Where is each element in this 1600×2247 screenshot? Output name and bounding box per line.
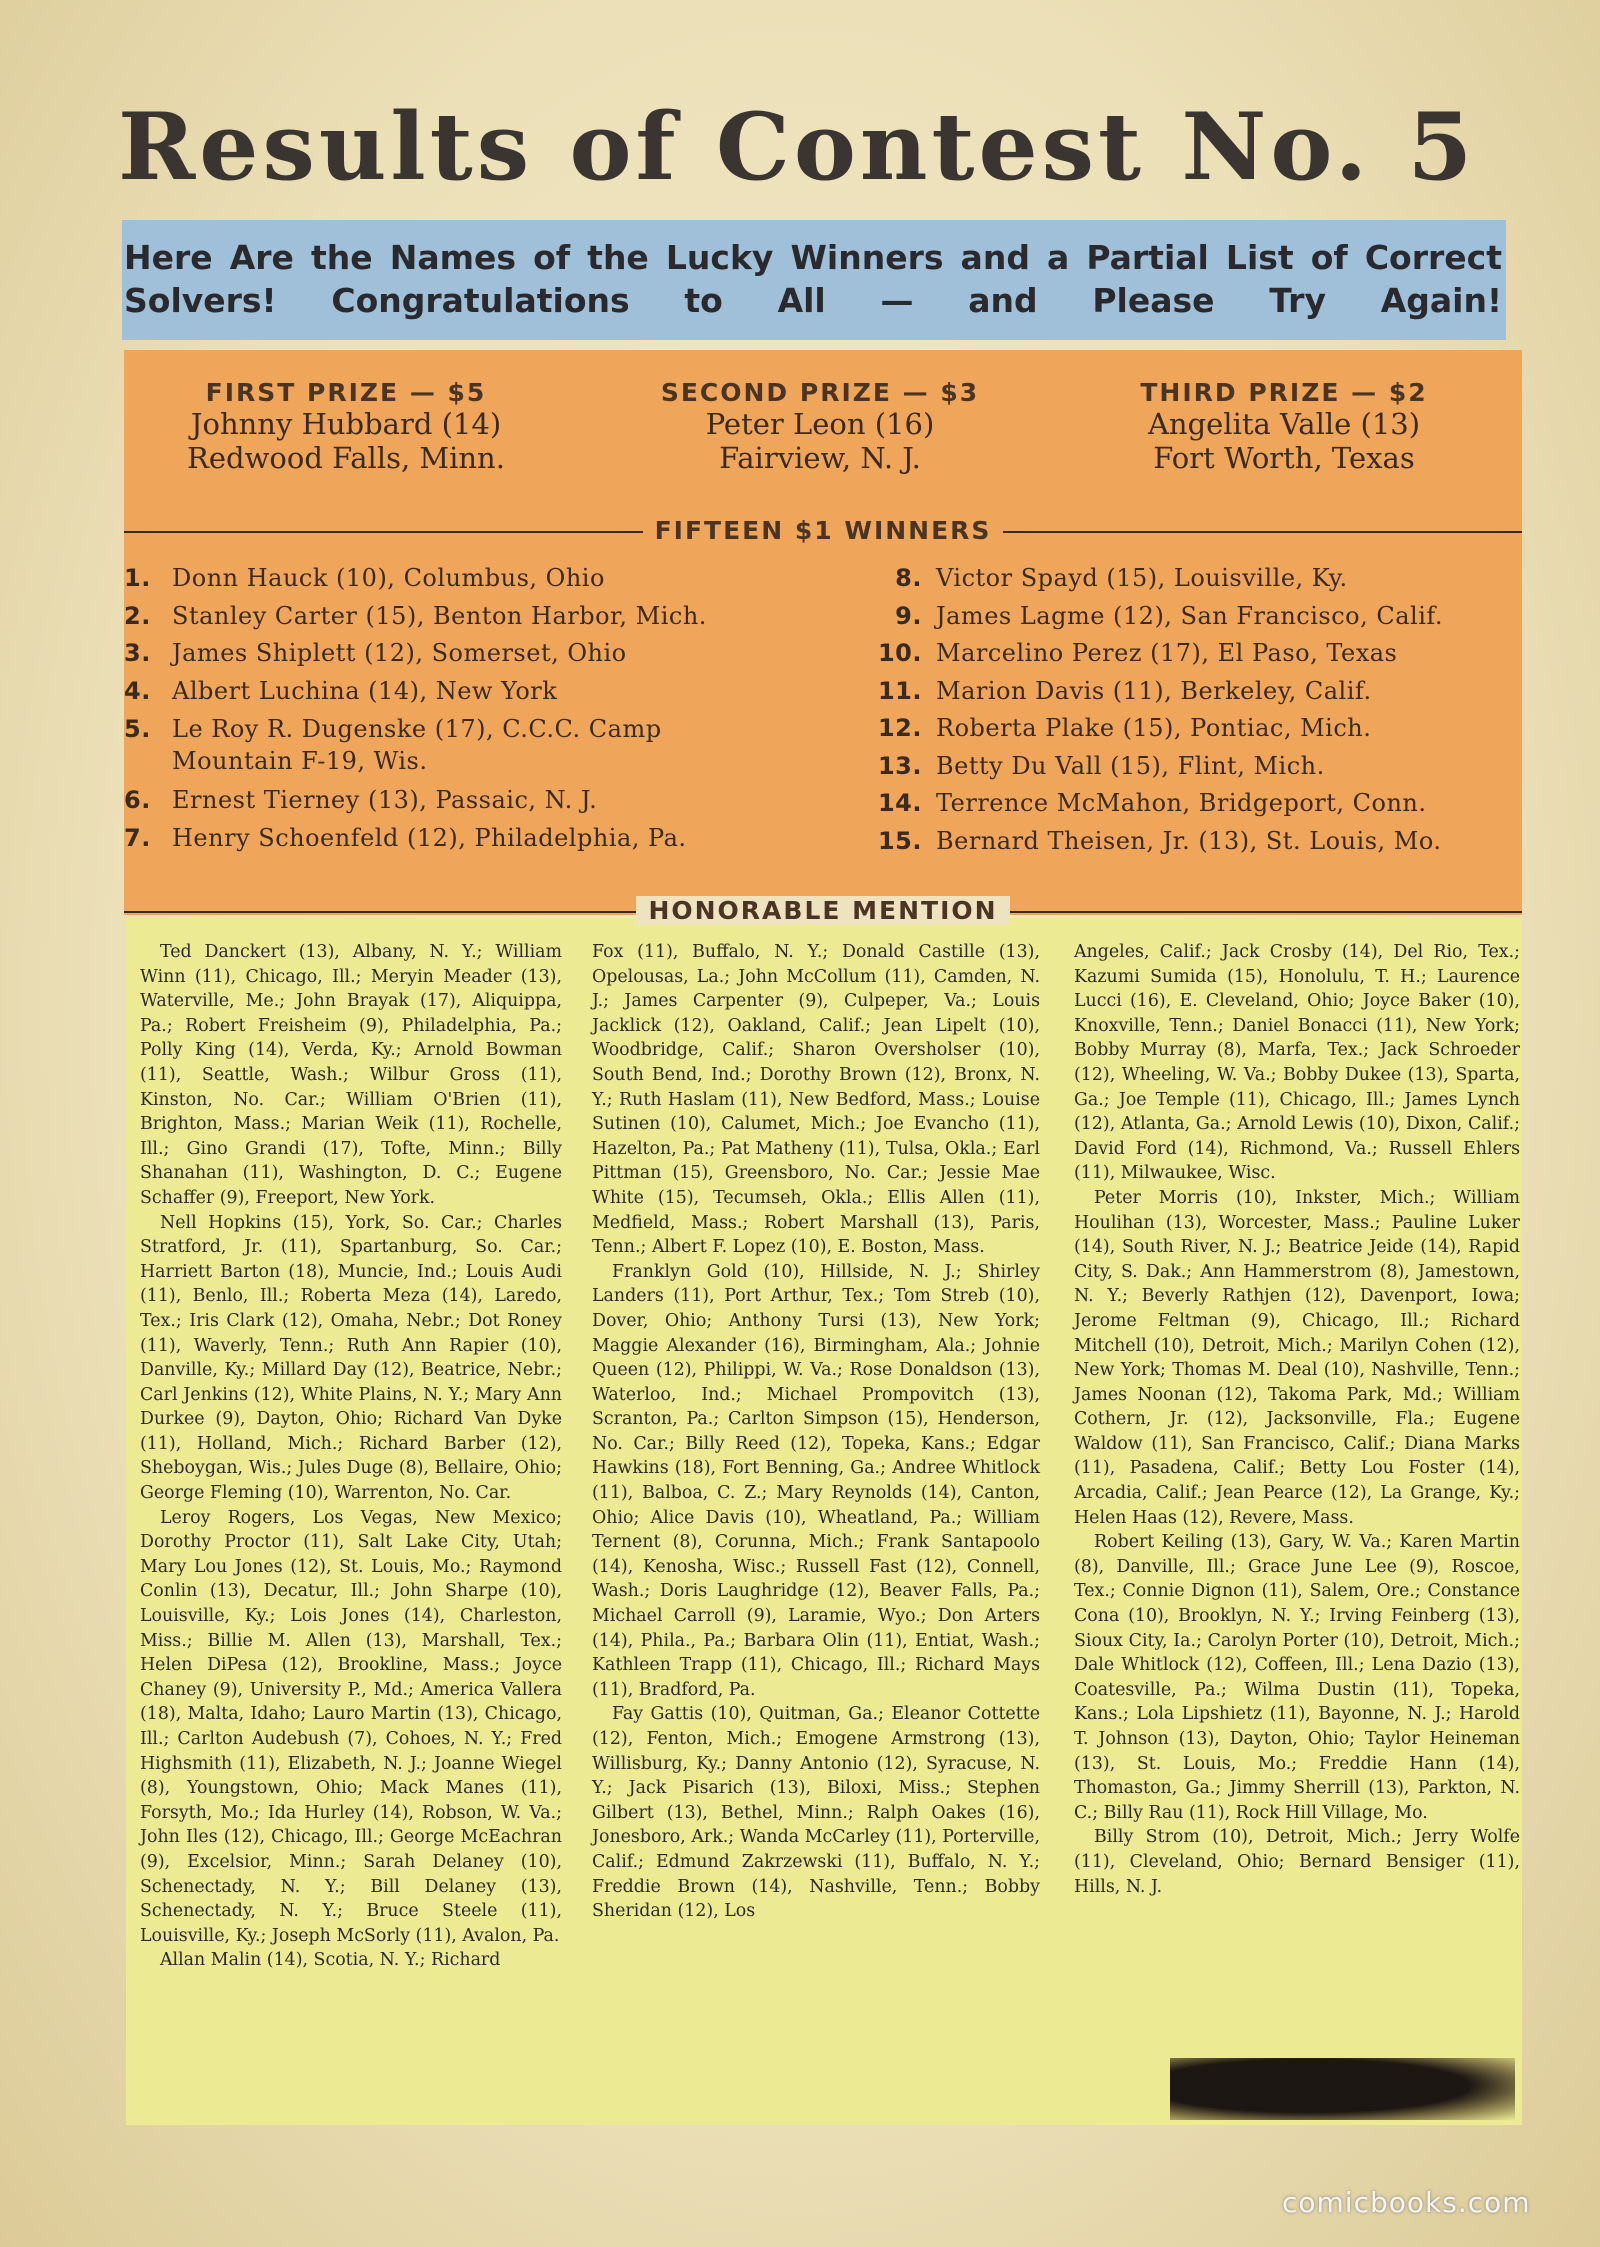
winner-row — [124, 782, 774, 820]
winner-number: 11. — [877, 676, 922, 705]
winner-row — [850, 785, 1520, 823]
fifteen-winners-heading — [124, 516, 1522, 545]
winner-row — [124, 673, 774, 711]
winner-row — [850, 748, 1520, 786]
winner-entry: Bernard Theisen, Jr. (13), St. Louis, Mo. — [936, 826, 1442, 855]
winner-number: 2. — [124, 601, 151, 630]
honorable-paragraph: Leroy Rogers, Los Vegas, New Mexico; Dorothy Proctor (11), Salt Lake City, Utah; Mary Lou Jones (12), St. Louis, Mo.; Raymond Conlin (13), Decatur, Ill.; John Sharpe (10), Louisville, Ky.; Lois Jones (14), Charleston, Miss.; Billie M. Allen (13), Marshall, Tex.; Helen DiPesa (12), Brookline, Mass.; Joyce Chaney (9), University P., Md.; America Vallera (18), Malta, Idaho; Lauro Martin (13), Chicago, Ill.; Carlton Audebush (7), Cohoes, N. Y.; Fred Highsmith (11), Elizabeth, N. J.; Joanne Wiegel (8), Youngstown, Ohio; Mack Manes (11), Forsyth, Mo.; Ida Hurley (14), Robson, W. Va.; John Iles (12), Chicago, Ill.; George McEachran (9), Excelsior, Minn.; Sarah Delaney (10), Schenectady, N. Y.; Bill Delaney (13), Schenectady, N. Y.; Bruce Steele (11), Louisville, Ky.; Joseph McSorly (11), Avalon, Pa. — [140, 1507, 562, 1946]
winner-number: 15. — [877, 826, 922, 855]
winner-row — [850, 823, 1520, 861]
prize-winner-name: Angelita Valle (13) — [1147, 407, 1421, 441]
honorable-column-2 — [592, 940, 1040, 1924]
winner-number: 13. — [877, 751, 922, 780]
honorable-mention-heading — [124, 896, 1522, 925]
prize-winner-name: Johnny Hubbard (14) — [190, 407, 502, 441]
honorable-paragraph: Allan Malin (14), Scotia, N. Y.; Richard — [160, 1950, 501, 1971]
winner-entry: Henry Schoenfeld (12), Philadelphia, Pa. — [172, 823, 687, 852]
honorable-paragraph: Ted Danckert (13), Albany, N. Y.; William Winn (11), Chicago, Ill.; Meryin Meader (13), Waterville, Me.; John Brayak (17), Aliquippa, Pa.; Robert Freisheim (9), Philadelphia, Pa.; Polly King (14), Verda, Ky.; Arnold Bowman (11), Seattle, Wash.; Wilbur Gross (11), Kinston, No. Car.; William O'Brien (11), Brighton, Mass.; Marian Weik (11), Rochelle, Ill.; Gino Grandi (17), Tofte, Minn.; Billy Shanahan (11), Washington, D. C.; Eugene Schaffer (9), Freeport, New York. — [140, 942, 562, 1208]
winners-list-right — [850, 560, 1520, 860]
winner-number: 8. — [895, 564, 922, 592]
winner-row — [850, 560, 1520, 598]
honorable-paragraph: Angeles, Calif.; Jack Crosby (14), Del Rio, Tex.; Kazumi Sumida (15), Honolulu, T. H.; Laurence Lucci (16), E. Cleveland, Ohio; Joyce Baker (10), Knoxville, Tenn.; Daniel Bonacci (11), New York; Bobby Murray (8), Marfa, Tex.; Jack Schroeder (12), Wheeling, W. Va.; Bobby Dukee (13), Sparta, Ga.; Joe Temple (11), Chicago, Ill.; James Lynch (12), Atlanta, Ga.; Arnold Lewis (10), Dixon, Calif.; David Ford (14), Richmond, Va.; Russell Ehlers (11), Milwaukee, Wisc. — [1074, 942, 1520, 1184]
honorable-column-1 — [140, 940, 562, 1973]
winner-row — [850, 673, 1520, 711]
winner-entry: Marion Davis (11), Berkeley, Calif. — [936, 676, 1372, 705]
winner-number: 3. — [124, 639, 151, 667]
winner-row — [850, 710, 1520, 748]
honorable-paragraph: Peter Morris (10), Inkster, Mich.; William Houlihan (13), Worcester, Mass.; Pauline Luker (14), South River, N. J.; Beatrice Jeide (14), Rapid City, S. Dak.; Ann Hammerstrom (8), Jamestown, N. Y.; Beverly Rathjen (12), Davenport, Iowa; Jerome Feltman (9), Chicago, Ill.; Richard Mitchell (10), Detroit, Mich.; Marilyn Cohen (12), New York; Thomas M. Deal (10), Nashville, Tenn.; James Noonan (12), Takoma Park, Md.; William Cothern, Jr. (12), Jacksonville, Fla.; Eugene Waldow (11), San Francisco, Calif.; Diana Marks (11), Pasadena, Calif.; Betty Lou Foster (14), Arcadia, Calif.; Jean Pearce (12), La Grange, Ky.; Helen Haas (12), Revere, Mass. — [1074, 1187, 1520, 1528]
winner-entry: Stanley Carter (15), Benton Harbor, Mich. — [172, 601, 707, 630]
winner-entry: Betty Du Vall (15), Flint, Mich. — [936, 751, 1325, 780]
winner-number: 4. — [124, 676, 151, 705]
winner-entry: Donn Hauck (10), Columbus, Ohio — [172, 564, 605, 592]
prize-heading: SECOND PRIZE — $3 — [660, 378, 980, 407]
winners-list-left — [124, 560, 774, 857]
winner-entry: Le Roy R. Dugenske (17), C.C.C. Camp Mountain F-19, Wis. — [172, 715, 662, 775]
prize-heading: FIRST PRIZE — $5 — [205, 378, 487, 407]
section-heading-text: FIFTEEN $1 WINNERS — [643, 516, 1004, 545]
winner-entry: Marcelino Perez (17), El Paso, Texas — [936, 639, 1398, 667]
winner-entry: James Shiplett (12), Somerset, Ohio — [172, 639, 627, 667]
third-prize — [1074, 378, 1494, 475]
winner-row — [124, 713, 774, 777]
honorable-paragraph: Nell Hopkins (15), York, So. Car.; Charles Stratford, Jr. (11), Spartanburg, So. Car.; Harriett Barton (18), Muncie, Ind.; Louis Audi (11), Benlo, Ill.; Roberta Meza (14), Laredo, Tex.; Iris Clark (12), Omaha, Nebr.; Dot Roney (11), Waverly, Tenn.; Ruth Ann Rapier (10), Danville, Ky.; Millard Day (12), Beatrice, Nebr.; Carl Jenkins (12), White Plains, N. Y.; Mary Ann Durkee (9), Dayton, Ohio; Richard Van Dyke (11), Holland, Mich.; Richard Barber (12), Sheboygan, Wis.; Jules Duge (8), Bellaire, Ohio; George Fleming (10), Warrenton, No. Car. — [140, 1212, 562, 1504]
banner-text: Here Are the Names of the Lucky Winners and a Partial List of Correct Solvers! Congratulations to All — and Please Try Again! — [124, 238, 1502, 320]
winner-entry: Ernest Tierney (13), Passaic, N. J. — [172, 786, 598, 814]
winner-number: 1. — [124, 564, 151, 592]
first-prize — [136, 378, 556, 475]
prize-winner-name: Peter Leon (16) — [705, 407, 935, 441]
winner-number: 12. — [877, 714, 922, 742]
honorable-paragraph: Robert Keiling (13), Gary, W. Va.; Karen Martin (8), Danville, Ill.; Grace June Lee (9), Roscoe, Tex.; Connie Dignon (11), Salem, Ore.; Constance Cona (10), Brooklyn, N. Y.; Irving Feinberg (13), Sioux City, Ia.; Carolyn Porter (10), Detroit, Mich.; Dale Whitlock (12), Coffeen, Ill.; Lena Dazio (13), Coatesville, Pa.; Wilma Dustin (11), Topeka, Kans.; Lola Lipshietz (11), Bayonne, N. J.; Harold T. Johnson (13), Dayton, Ohio; Taylor Heineman (13), St. Louis, Mo.; Freddie Hann (14), Thomaston, Ga.; Jimmy Sherrill (13), Parkton, N. C.; Billy Rau (11), Rock Hill Village, Mo. — [1074, 1532, 1520, 1823]
winner-number: 6. — [124, 786, 151, 814]
winner-entry: James Lagme (12), San Francisco, Calif. — [936, 601, 1444, 630]
honorable-paragraph: Billy Strom (10), Detroit, Mich.; Jerry Wolfe (11), Cleveland, Ohio; Bernard Bensiger (11), Hills, N. J. — [1074, 1827, 1520, 1897]
winner-row — [124, 820, 774, 858]
site-watermark: comicbooks.com — [1282, 2186, 1531, 2219]
winner-number: 14. — [877, 789, 922, 817]
intro-banner — [122, 220, 1506, 340]
winner-number: 10. — [877, 639, 922, 667]
winner-entry: Roberta Plake (15), Pontiac, Mich. — [936, 714, 1372, 742]
honorable-paragraph: Fay Gattis (10), Quitman, Ga.; Eleanor Cottette (12), Fenton, Mich.; Emogene Armstrong (13), Willisburg, Ky.; Danny Antonio (12), Syracuse, N. Y.; Jack Pisarich (13), Biloxi, Miss.; Stephen Gilbert (13), Bethel, Minn.; Ralph Oakes (16), Jonesboro, Ark.; Wanda McCarley (11), Porterville, Calif.; Edmund Zakrzewski (11), Buffalo, N. Y.; Freddie Brown (14), Nashville, Tenn.; Bobby Sheridan (12), Los — [592, 1704, 1040, 1922]
prize-winner-city: Redwood Falls, Minn. — [187, 441, 505, 475]
honorable-paragraph: Fox (11), Buffalo, N. Y.; Donald Castille (13), Opelousas, La.; John McCollum (11), Camden, N. J.; James Carpenter (9), Culpeper, Va.; Louis Jacklick (12), Oakland, Calif.; Jean Lipelt (10), Woodbridge, Calif.; Sharon Oversholser (10), South Bend, Ind.; Dorothy Brown (12), Bronx, N. Y.; Ruth Haslam (11), New Bedford, Mass.; Louise Sutinen (10), Calumet, Mich.; Joe Evancho (11), Hazelton, Pa.; Pat Matheny (11), Tulsa, Okla.; Earl Pittman (15), Greensboro, No. Car.; Jessie Mae White (15), Tecumseh, Okla.; Ellis Allen (11), Medfield, Mass.; Robert Marshall (13), Paris, Tenn.; Albert F. Lopez (10), E. Boston, Mass. — [592, 942, 1040, 1258]
winner-entry: Terrence McMahon, Bridgeport, Conn. — [936, 789, 1427, 817]
winner-entry: Victor Spayd (15), Louisville, Ky. — [936, 564, 1348, 592]
prize-heading: THIRD PRIZE — $2 — [1140, 378, 1428, 407]
honorable-paragraph: Franklyn Gold (10), Hillside, N. J.; Shirley Landers (11), Port Arthur, Tex.; Tom Streb (10), Dover, Ohio; Anthony Tursi (13), New York; Maggie Alexander (16), Birmingham, Ala.; Johnie Queen (12), Philippi, W. Va.; Rose Donaldson (13), Waterloo, Ind.; Michael Prompovitch (13), Scranton, Pa.; Carlton Simpson (15), Henderson, No. Car.; Billy Reed (12), Topeka, Kans.; Edgar Hawkins (18), Fort Benning, Ga.; Andree Whitlock (11), Balboa, C. Z.; Mary Reynolds (14), Canton, Ohio; Alice Davis (10), Wheatland, Pa.; William Ternent (8), Corunna, Mich.; Frank Santapoolo (14), Kenosha, Wisc.; Russell Fast (12), Connell, Wash.; Doris Laughridge (12), Beaver Falls, Pa.; Michael Carroll (9), Laramie, Wyo.; Don Arters (14), Phila., Pa.; Barbara Olin (11), Entiat, Wash.; Kathleen Trapp (11), Chicago, Ill.; Richard Mays (11), Bradford, Pa. — [592, 1261, 1040, 1700]
winner-row — [850, 598, 1520, 636]
section-heading-text: HONORABLE MENTION — [636, 896, 1009, 925]
winner-entry: Albert Luchina (14), New York — [172, 676, 558, 705]
winner-number: 7. — [124, 823, 151, 852]
prize-winner-city: Fairview, N. J. — [719, 441, 921, 475]
winner-row — [124, 635, 774, 673]
honorable-column-3 — [1074, 940, 1520, 1899]
winner-number: 9. — [895, 601, 922, 630]
burn-damage-mark — [1170, 2058, 1515, 2120]
second-prize — [610, 378, 1030, 475]
winner-row — [124, 560, 774, 598]
winner-row — [124, 598, 774, 636]
winner-row — [850, 635, 1520, 673]
winner-number: 5. — [124, 715, 151, 743]
page-title: Results of Contest No. 5 — [118, 92, 1477, 201]
prize-winner-city: Fort Worth, Texas — [1153, 441, 1415, 475]
